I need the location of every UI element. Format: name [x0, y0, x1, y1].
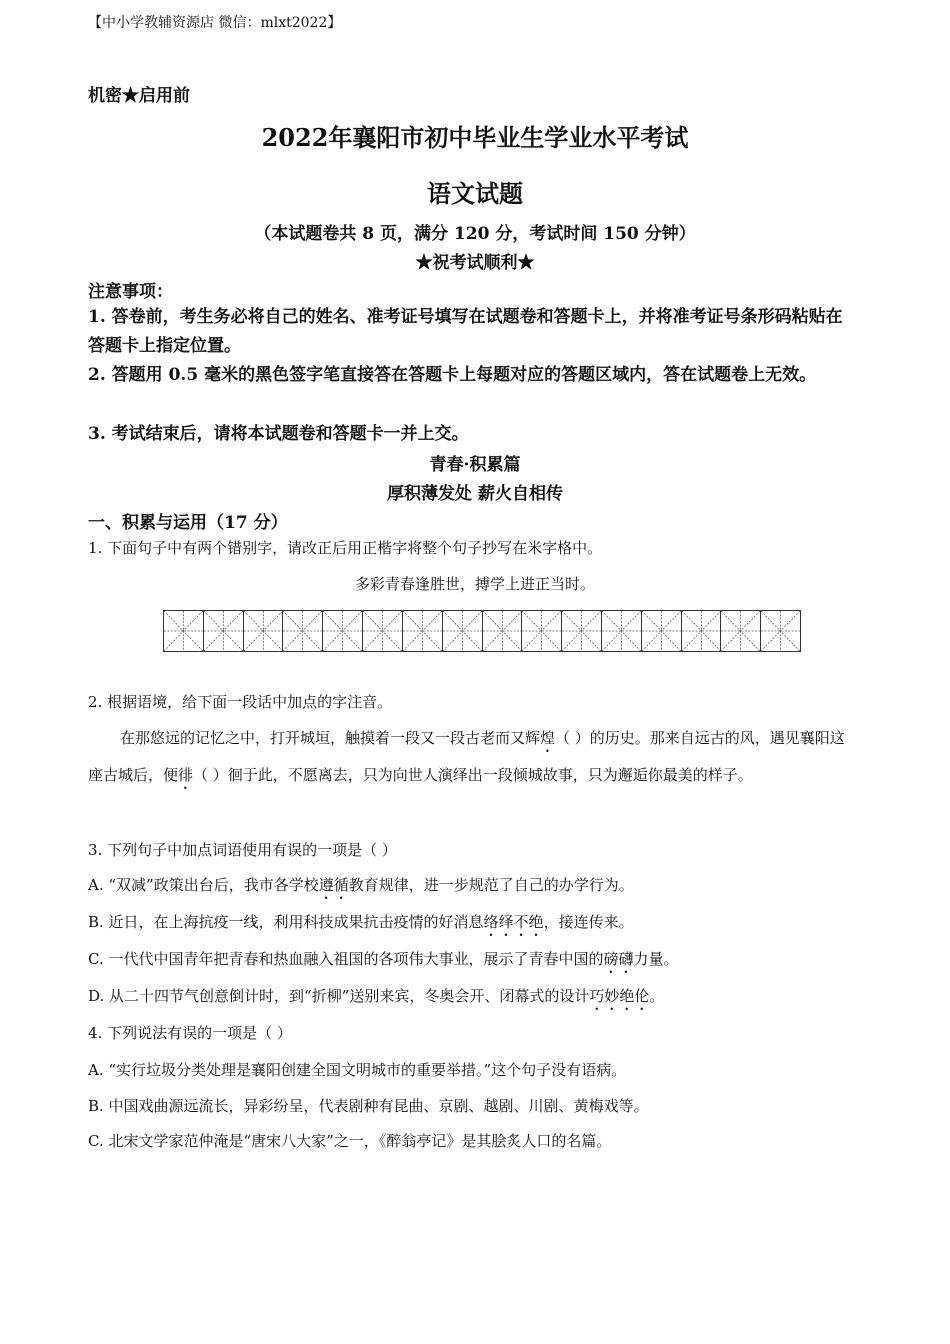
exam-title: 2022年襄阳市初中毕业生学业水平考试: [261, 123, 689, 152]
dotted-word: 遵循: [318, 876, 349, 894]
dotted-char: 徘: [178, 766, 194, 784]
mizi-cell[interactable]: [483, 611, 523, 651]
mizi-cell[interactable]: [403, 611, 443, 651]
mizi-cell[interactable]: [602, 611, 642, 651]
question-3-stem: 3. 下列句子中加点词语使用有误的一项是（ ）: [88, 841, 397, 859]
notes-title: 注意事项：: [88, 282, 173, 302]
passage-text: （ ）徊于此，不愿离去，只为向世人演绎出一段倾城故事，只为邂逅你最美的样子。: [193, 766, 753, 784]
mizi-cell[interactable]: [283, 611, 323, 651]
mizi-cell[interactable]: [761, 611, 800, 651]
note-item: 2. 答题用 0.5 毫米的黑色签字笔直接答在答题卡上每题对应的答题区域内，答在试题卷上无效。: [88, 365, 817, 385]
note-item: 1. 答卷前，考生务必将自己的姓名、准考证号填写在试题卷和答题卡上，并将准考证号条形码粘贴在答题卡上指定位置。: [88, 307, 843, 356]
mizi-cell[interactable]: [323, 611, 363, 651]
option-text: B. 近日，在上海抗疫一线，利用科技成果抗击疫情的好消息: [88, 913, 484, 931]
option-text: 。: [649, 987, 665, 1005]
question-1-sentence: 多彩青春逢胜世，搏学上进正当时。: [354, 575, 595, 593]
option-text: D. 从二十四节气创意倒计时，到“折柳”送别来宾，冬奥会开、闭幕式的设计: [88, 987, 590, 1005]
question-2-passage: [88, 720, 858, 794]
question-3-option-b: [88, 911, 634, 940]
header-note: 【中小学教辅资源店 微信：mlxt2022】: [88, 15, 342, 31]
passage-text: 在那悠远的记忆之中，打开城垣，触摸着一段又一段古老而又辉: [120, 729, 541, 747]
section-subtitle: 厚积薄发处 薪火自相传: [387, 484, 563, 504]
option-text: ，接连传来。: [543, 913, 634, 931]
question-4-option-b: B. 中国戏曲源远流长，异彩纷呈，代表剧种有昆曲、京剧、越剧、川剧、黄梅戏等。: [88, 1097, 649, 1115]
mizi-cell[interactable]: [164, 611, 204, 651]
section-title: 青春·积累篇: [429, 455, 521, 475]
mizi-cell[interactable]: [682, 611, 722, 651]
question-2-stem: 2. 根据语境，给下面一段话中加点的字注音。: [88, 693, 393, 711]
mizi-cell[interactable]: [443, 611, 483, 651]
dotted-word: 络绎不绝: [483, 913, 544, 931]
question-1-stem: 1. 下面句子中有两个错别字，请改正后用正楷字将整个句子抄写在米字格中。: [88, 539, 603, 557]
part-one-title: 一、积累与运用（17 分）: [88, 513, 288, 533]
exam-info: （本试题卷共 8 页，满分 120 分，考试时间 150 分钟）: [254, 224, 696, 244]
note-item: 3. 考试结束后，请将本试题卷和答题卡一并上交。: [88, 424, 469, 444]
mizi-cell[interactable]: [721, 611, 761, 651]
mizi-grid[interactable]: [163, 610, 801, 652]
option-text: A. “双减”政策出台后，我市各学校: [88, 876, 319, 894]
mizi-cell[interactable]: [522, 611, 562, 651]
mizi-cell[interactable]: [204, 611, 244, 651]
mizi-cell[interactable]: [244, 611, 284, 651]
question-4-stem: 4. 下列说法有误的一项是（ ）: [88, 1024, 292, 1042]
good-luck-line: ★祝考试顺利★: [415, 253, 535, 273]
question-3-option-c: [88, 948, 679, 977]
option-text: 力量。: [633, 950, 679, 968]
confidential-label: 机密★启用前: [88, 86, 190, 106]
mizi-cell[interactable]: [562, 611, 602, 651]
question-4-option-a: A. “实行垃圾分类处理是襄阳创建全国文明城市的重要举措。”这个句子没有语病。: [88, 1061, 627, 1079]
dotted-word: 巧妙绝伦: [589, 987, 650, 1005]
question-4-option-c: C. 北宋文学家范仲淹是“唐宋八大家”之一，《醉翁亭记》是其脍炙人口的名篇。: [88, 1132, 612, 1150]
option-text: C. 一代代中国青年把青春和热血融入祖国的各项伟大事业，展示了青春中国的: [88, 950, 604, 968]
subject-title: 语文试题: [427, 179, 523, 208]
question-3-option-d: [88, 985, 664, 1014]
dotted-char: 煌: [540, 729, 556, 747]
mizi-cell[interactable]: [642, 611, 682, 651]
mizi-cell[interactable]: [363, 611, 403, 651]
dotted-word: 磅礴: [603, 950, 634, 968]
option-text: 教育规律，进一步规范了自己的办学行为。: [348, 876, 634, 894]
question-3-option-a: [88, 874, 634, 903]
passage-text: （ ）的历史。那来自远古的风，遇见襄阳这座古城后，便: [88, 729, 845, 784]
